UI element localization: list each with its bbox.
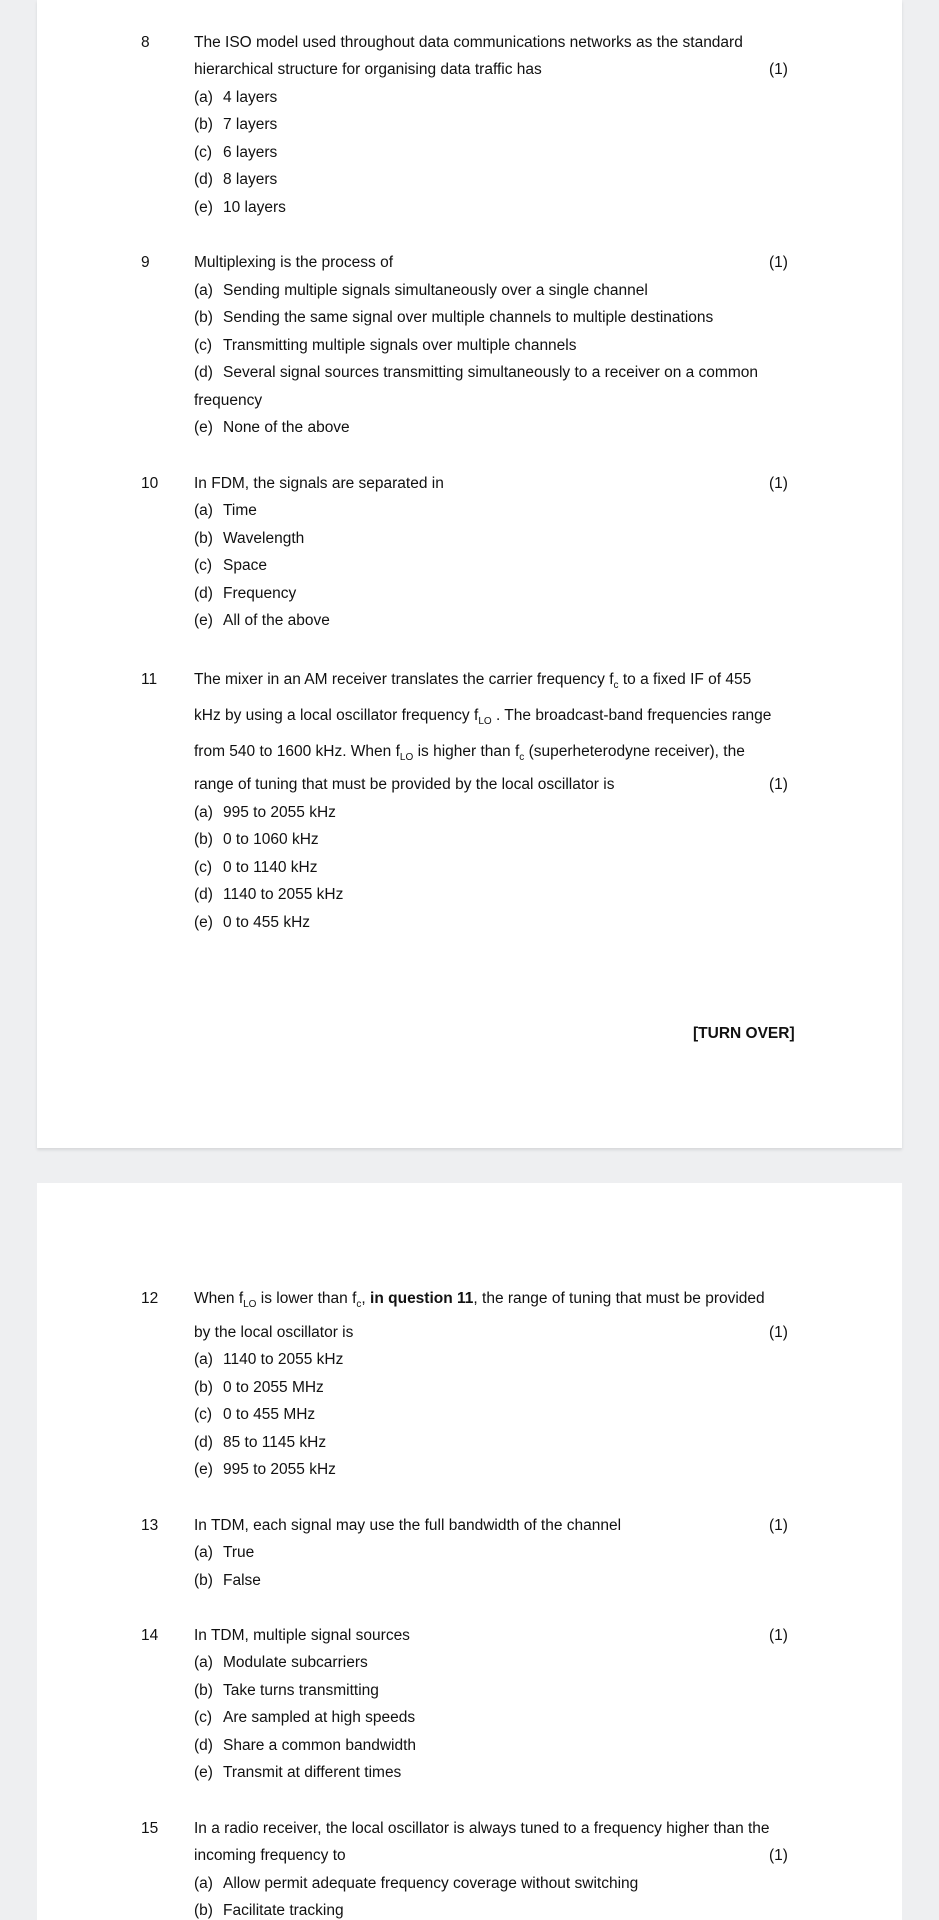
question-text: range of tuning that must be provided by the local oscillator is	[194, 776, 615, 793]
marks: (1)	[769, 1627, 788, 1644]
option-e: (e) Transmit at different times	[194, 1764, 402, 1781]
question-text: from 540 to 1600 kHz. When $f_{LO}$ is higher than $f_c$ (superheterodyne receiver), the	[194, 743, 745, 763]
option-b: (b) 7 layers	[194, 116, 278, 133]
option-b: (b) Sending the same signal over multiple channels to multiple destinations	[194, 309, 714, 326]
marks: (1)	[769, 1324, 788, 1341]
turn-over-label: [TURN OVER]	[693, 1025, 795, 1042]
option-e: (e) 995 to 2055 kHz	[194, 1461, 336, 1478]
option-a: (a) Sending multiple signals simultaneously over a single channel	[194, 282, 648, 299]
option-a: (a) 1140 to 2055 kHz	[194, 1351, 344, 1368]
option-d: (d) Several signal sources transmitting simultaneously to a receiver on a common	[194, 364, 758, 381]
option-d: (d) 8 layers	[194, 171, 278, 188]
option-d: (d) Frequency	[194, 585, 297, 602]
marks: (1)	[769, 475, 788, 492]
option-b: (b) Wavelength	[194, 530, 305, 547]
option-d: (d) Share a common bandwidth	[194, 1737, 417, 1754]
question-number: 13	[141, 1517, 159, 1534]
option-a: (a) Time	[194, 502, 257, 519]
symbol-flo: $f_{LO}$	[474, 707, 492, 727]
exam-page-2	[37, 1183, 902, 1920]
option-c: (c) Transmitting multiple signals over multiple channels	[194, 337, 577, 354]
question-text: The mixer in an AM receiver translates the carrier frequency $f_c$ to a fixed IF of 455	[194, 671, 752, 691]
symbol-flo: $f_{LO}$	[238, 1290, 257, 1310]
question-number: 11	[141, 671, 158, 688]
question-text: hierarchical structure for organising data traffic has	[194, 61, 542, 78]
option-c: (c) Are sampled at high speeds	[194, 1709, 416, 1726]
question-text: In TDM, multiple signal sources	[194, 1627, 410, 1644]
option-c: (c) Space	[194, 557, 267, 574]
option-a: (a) Modulate subcarriers	[194, 1654, 368, 1671]
question-text: Multiplexing is the process of	[194, 254, 394, 271]
question-text: In FDM, the signals are separated in	[194, 475, 444, 492]
option-a: (a) 4 layers	[194, 89, 278, 106]
option-b: (b) 0 to 2055 MHz	[194, 1379, 324, 1396]
question-text: by the local oscillator is	[194, 1324, 354, 1341]
symbol-fc: $f_c$	[514, 743, 525, 763]
question-text: When $f_{LO}$ is lower than $f_c$, in question 11, the range of tuning that must be provided	[194, 1290, 765, 1310]
question-number: 15	[141, 1820, 159, 1837]
option-b: (b) False	[194, 1572, 261, 1589]
marks: (1)	[769, 254, 788, 271]
question-text: In TDM, each signal may use the full bandwidth of the channel	[194, 1517, 622, 1534]
option-e: (e) 10 layers	[194, 199, 286, 216]
question-text: In a radio receiver, the local oscillator is always tuned to a frequency higher than the	[194, 1820, 770, 1837]
question-text: kHz by using a local oscillator frequency $f_{LO}$ . The broadcast-band frequencies range	[194, 707, 772, 727]
question-number: 9	[141, 254, 150, 271]
option-a: (a) 995 to 2055 kHz	[194, 804, 336, 821]
marks: (1)	[769, 1847, 788, 1864]
question-number: 12	[141, 1290, 159, 1307]
option-a: (a) Allow permit adequate frequency coverage without switching	[194, 1875, 639, 1892]
marks: (1)	[769, 776, 788, 793]
option-d: (d) 85 to 1145 kHz	[194, 1434, 327, 1451]
option-c: (c) 6 layers	[194, 144, 278, 161]
option-b: (b) 0 to 1060 kHz	[194, 831, 319, 848]
question-number: 14	[141, 1627, 159, 1644]
marks: (1)	[769, 61, 788, 78]
question-text: The ISO model used throughout data communications networks as the standard	[194, 34, 743, 51]
option-e: (e) None of the above	[194, 419, 350, 436]
question-text: incoming frequency to	[194, 1847, 346, 1864]
option-e: (e) All of the above	[194, 612, 330, 629]
option-b: (b) Facilitate tracking	[194, 1902, 344, 1919]
option-c: (c) 0 to 455 MHz	[194, 1406, 316, 1423]
symbol-fc: $f_c$	[609, 671, 619, 691]
option-e: (e) 0 to 455 kHz	[194, 914, 311, 931]
option-c: (c) 0 to 1140 kHz	[194, 859, 318, 876]
option-a: (a) True	[194, 1544, 255, 1561]
symbol-fc: $f_c$	[352, 1290, 362, 1310]
exam-page-1	[37, 0, 902, 1148]
marks: (1)	[769, 1517, 788, 1534]
question-number: 10	[141, 475, 159, 492]
option-b: (b) Take turns transmitting	[194, 1682, 379, 1699]
option-d-continuation: frequency	[194, 392, 263, 409]
question-number: 8	[141, 34, 150, 51]
option-d: (d) 1140 to 2055 kHz	[194, 886, 344, 903]
symbol-flo: $f_{LO}$	[395, 743, 414, 763]
